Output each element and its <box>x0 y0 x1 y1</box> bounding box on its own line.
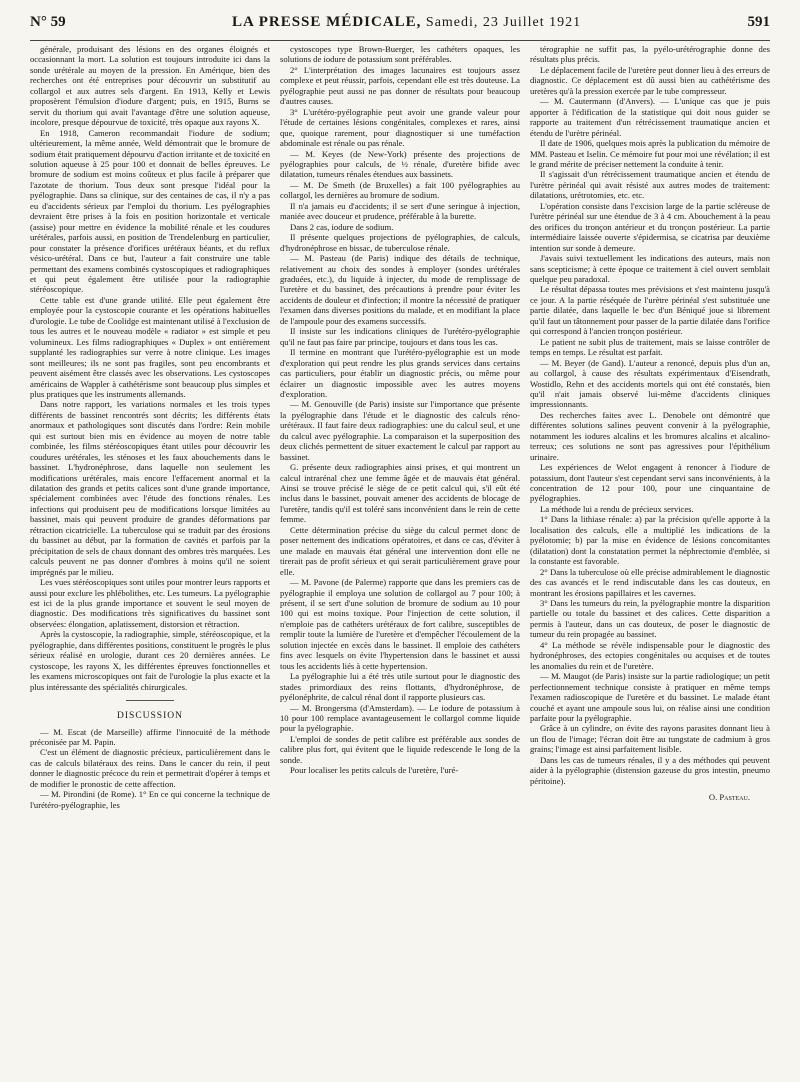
paragraph: Le résultat dépassa toutes mes prévisions et s'est maintenu jusqu'à ce jour. A la partie réséquée de l'urètre périnéal s'est substituée une partie dilatée, dans laquelle le bec d'un Béniqué joue si librement qu'il faut un tâtonnement pour passer de la partie dilatée dans l'orifice qui correspond à l'ancien tronçon postérieur. <box>530 284 770 337</box>
paragraph: cystoscopes type Brown-Buerger, les cathéters opaques, les solutions de iodure de potassium sont préférables. <box>280 44 520 65</box>
paragraph: Il date de 1906, quelques mois après la publication du mémoire de MM. Pasteau et Iselin. Ce mémoire fut pour moi une révélation; il est le grand mérite de préciser nettement la conduite à tenir. <box>530 138 770 169</box>
paragraph: Cette table est d'une grande utilité. Elle peut également être employée pour la cystoscopie courante et les opérations habituelles d'urologie. Le tube de Coolidge est maintenant utilisé à l'exclusion de tous les autres et le nouveau modèle « radiator » est simple et peu volumineux. Les films radiographiques « Duplex » ont entièrement supplanté les radiographies sur verre à notre clinique. Les images sont meilleures; ils ne sont pas fragiles, sont peu encombrants et peuvent aisément être classés avec les observations. Les cystoscopes américains de Wappler à cathétérisme sont beaucoup plus simples et plus pratiques que les instruments allemands. <box>30 294 270 399</box>
paragraph: Des recherches faites avec L. Denobele ont démontré que différentes solutions salines peuvent convenir à la pyélographie, notamment les iodures alcalins et les bromures alcalins et alcalino-terreux; ces solutions ne sont pas agressives pour l'épithélium urinaire. <box>530 409 770 462</box>
paragraph: 4° La méthode se révèle indispensable pour le diagnostic des hydronéphroses, des ectopies congénitales ou acquises et de toutes les anomalies du rein et de l'uretère. <box>530 639 770 671</box>
paragraph: Dans notre rapport, les variations normales et les trois types différents de bassinet rencontrés sont décrits; les différents états anormaux et pathologiques sont discutés dans l'ordre: Rein mobile qui est surtout bien mis en évidence au moyen de notre table combinée, les films stéréoscopiques étant utiles pour découvrir les coudures urétérales, les sténoses et les faux abouchements dans le bassinet. L'hydronéphrose, dans laquelle non seulement les modifications urétérales, mais encore l'effacement anormal et la dilatation des grands et petits calices sont d'une grande importance, spécialement combinées avec l'étude des fonctions rénales. Les infections qui produisent peu de modifications lorsque limitées au bassinet, mais qui peuvent produire de grandes déformations par rétraction cicatricielle. La tuberculose qui se traduit par des érosions du bassinet au début, par la formation de cavités et parfois par la précipitation de sels de chaux donnant des ombres très marquées. Les calculs peuvent ne pas donner d'ombres à moins qu'il ne soient imprégnés par le milieu. <box>30 399 270 577</box>
paragraph: Le déplacement facile de l'uretère peut donner lieu à des erreurs de diagnostic. Ce déplacement est dû aussi bien au cathétérisme des uretères qu'à la pression exercée par le tube compresseur. <box>530 64 770 96</box>
paragraph: — M. Maugot (de Paris) insiste sur la partie radiologique; un petit perfectionnement technique consiste à pratiquer en même temps l'examen radioscopique de l'uretère et du bassinet. Le malade étant couché et ayant une ampoule sous lui, on réalise ainsi une condition parfaite pour la pyélographie. <box>530 671 770 723</box>
paragraph: Le patient ne subit plus de traitement, mais se laisse contrôler de temps en temps. Le résultat est parfait. <box>530 336 770 358</box>
paragraph: Il n'a jamais eu d'accidents; il se sert d'une seringue à injection, maniée avec douceur et prudence, préférable à la burette. <box>280 200 520 222</box>
paragraph: Il s'agissait d'un rétrécissement traumatique ancien et étendu de l'urètre périnéal qui avait résisté aux autres modes de traitement: dilatations, urétrotomies, etc. etc. <box>530 169 770 201</box>
section-heading: DISCUSSION <box>117 711 183 722</box>
paragraph: — M. Pavone (de Palerme) rapporte que dans les premiers cas de pyélographie il employa une solution de collargol au 7 pour 100; à présent, il se sert d'une solution de bromure de sodium au 10 pour 100 qui est moins toxique. Pour l'injection de cette solution, il n'emploie pas de cathéters urétéraux de fort calibre, susceptibles de remplir toute la lumière de l'uretère et d'empêcher l'écoulement de la solution injectée en excès dans le bassinet. Il emploie des cathéters fins avec lesquels on évite l'hypertension dans le bassinet et aussi tous les accidents liés à cette hypertension. <box>280 577 520 671</box>
paragraph: 1° Dans la lithiase rénale: a) par la précision qu'elle apporte à la localisation des calculs, elle a multiplié les indications de la pyélotomie; b) par la mise en évidence de lésions concomitantes (dilatation) dont la constatation permet la néphrectomie d'emblée, si la constante est favorable. <box>530 514 770 567</box>
paragraph: Les expériences de Welot engagent à renoncer à l'iodure de potassium, dont l'auteur s'est cependant servi sans inconvénients, à la concentration de 12 pour 100, pour une cinquantaine de pyélographies. <box>530 462 770 504</box>
paragraph: Il termine en montrant que l'urétéro-pyélographie est un mode d'exploration qui peut rendre les plus grands services dans certains cas particuliers, pour établir un diagnostic précis, ou même pour éclairer un diagnostic impossible avec les autres moyens d'exploration. <box>280 347 520 399</box>
section-divider <box>126 700 174 701</box>
paragraph: Cette détermination précise du siège du calcul permet donc de poser nettement des indications opératoires, et dans ce cas, d'éviter à une malade en mauvais état général une intervention dont elle ne tirerait pas de profit sérieux et qui serait particulièrement grave pour elle. <box>280 524 520 577</box>
paragraph: C'est un élément de diagnostic précieux, particulièrement dans le cas de calculs bilatéraux des reins. Dans le cancer du rein, il peut donner le diagnostic précoce du rein et permettrait d'opérer à temps et de modifier le pronostic de cette affection. <box>30 747 270 789</box>
paragraph: Il insiste sur les indications cliniques de l'urétéro-pyélographie qu'il ne faut pas faire par principe, toujours et dans tous les cas. <box>280 326 520 347</box>
paragraph: L'emploi de sondes de petit calibre est préférable aux sondes de calibre plus fort, qui évitent que le liquide redescende le long de la sonde. <box>280 733 520 765</box>
paragraph: générale, produisant des lésions en des organes éloignés et occasionnant la mort. La solution est toujours introduite ici dans la sonde urétérale au moyen de la pression. En Amérique, bien des recherches ont été entreprises pour découvrir un substitutif au collargol et aux autres sels d'argent. En 1913, Kelly et Lewis proposèrent l'émulsion d'iodure d'argent; puis, en 1915, Burns se servit du thorium qui avait l'avantage d'être une solution aqueuse, incolore, presque dépourvue de toxicité, très opaque aux rayons X. <box>30 44 270 128</box>
issue-number: N° 59 <box>30 14 66 30</box>
paragraph: 2° L'interprétation des images lacunaires est toujours assez complexe et peut réussir, parfois, cependant elle est très douteuse. La pyélographie peut aussi ne pas donner de résultats pour beaucoup d'autres causes. <box>280 64 520 107</box>
paragraph: — M. Pasteau (de Paris) indique des détails de technique, relativement au choix des sondes à employer (sondes urétérales graduées, etc.), du liquide à injecter, du mode de remplissage de l'uretère et du bassinet, des précautions à prendre pour éviter les accidents de douleur et d'infection; il montre la nécessité de pratiquer l'examen dans diverses positions du malade, et en modifiant la place de l'ampoule pour des examens successifs. <box>280 253 520 326</box>
author-signature: O. Pasteau. <box>708 792 750 803</box>
paragraph: Pour localiser les petits calculs de l'uretère, l'uré- <box>290 765 459 776</box>
issue-date: Samedi, 23 Juillet 1921 <box>421 15 582 30</box>
text-columns <box>30 44 770 1064</box>
paragraph: — M. Beyer (de Gand). L'auteur a renoncé, depuis plus d'un an, au collargol, à cause des résultats expérimentaux d'Eisendrath, Wostidlo, Rehn et des accidents mortels qui ont été constatés, bien qu'il n'ait jamais observé lui-même d'accidents cliniques impressionnants. <box>530 357 770 410</box>
journal-title <box>232 14 581 31</box>
paragraph: La méthode lui a rendu de précieux services. <box>540 503 694 514</box>
paragraph: — M. De Smeth (de Bruxelles) a fait 100 pyélographies au collargol, les dernières au bromure de sodium. <box>280 179 520 201</box>
paragraph: Il présente quelques projections de pyélographies, de calculs, d'hydronéphrose en bissac, de tuberculose rénale. <box>280 232 520 253</box>
column-middle <box>280 44 520 1064</box>
paragraph: — M. Escat (de Marseille) affirme l'innocuité de la méthode préconisée par M. Papin. <box>30 726 270 747</box>
paragraph: — M. Pirondini (de Rome). 1° En ce qui concerne la technique de l'urétéro-pyélographie, les <box>30 789 270 810</box>
paragraph: — M. Genouville (de Paris) insiste sur l'importance que présente la pyélographie dans l'étude et le diagnostic des calculs réno-urétéraux. Il faut faire deux radiographies: une du calcul seul, et une du calcul avec pyélographie. La comparaison et la superposition des deux clichés permettent de situer exactement le calcul par rapport au bassinet. <box>280 399 520 462</box>
column-left <box>30 44 270 1064</box>
column-right <box>530 44 770 1064</box>
paragraph: En 1918, Cameron recommandait l'iodure de sodium; ultérieurement, la même année, Weld démontrait que le bromure de sodium était pratiquement dépourvu d'action irritante et de toxicité en solution aqueuse à 25 pour 100 et donnait de belles épreuves. Le bromure de sodium est moins coûteux et plus facile à préparer que l'azotate de thorium. Tous deux sont presque l'idéal pour la pyélographie. Dans sa clinique, sur des centaines de cas, il n'y a pas eu d'accidents sérieux par l'emploi du thorium. Les pyélographies devraient être prises à la fois en position horizontale et verticale (assise) pour mettre en évidence la mobilité rénale et les coudures urétérales, parfois aussi, en position de Trendelenburg en particulier, pour constater la présence d'orifices urétéraux béants, et du reflux vésico-urétéral. Dans ce but, l'auteur a fait construire une table permettant des examens combinés cystoscopiques et radiographiques et qui peut également être utilisée pour la radiographie stéréoscopique. <box>30 127 270 295</box>
paragraph: Dans 2 cas, iodure de sodium. <box>290 221 394 232</box>
paragraph: Dans les cas de tumeurs rénales, il y a des méthodes qui peuvent aider à la pyélographie (distension gazeuse du gros intestin, pneumo péritoine). <box>530 754 770 786</box>
paragraph: L'opération consiste dans l'excision large de la partie scléreuse de l'urètre périnéal sur une étendue de 3 à 4 cm. Abouchement à la peau des orifices du tronçon antérieur et du tronçon postérieur. La partie intermédiaire laissée ouverte s'épidermisa, se cicatrisa par deuxième intention sur sonde à demeure. <box>530 200 770 253</box>
page-header <box>30 14 770 41</box>
paragraph: — M. Cautermann (d'Anvers). — L'unique cas que je puis apporter à l'édification de la statistique qui doit nous guider se rapporte au traitement d'un rétrécissement traumatique ancien et étendu de l'urètre périnéal. <box>530 96 770 138</box>
paragraph: G. présente deux radiographies ainsi prises, et qui montrent un calcul intrarénal chez une femme âgée et de mauvais état général. Ainsi se trouve précisé le siège de ce petit calcul qui, s'il eût été inclus dans le bassinet, pouvait amener des accidents de blocage de l'uretère, tandis qu'il est toléré sans inconvénient dans le rein de cette femme. <box>280 462 520 525</box>
paragraph: Après la cystoscopie, la radiographie, simple, stéréoscopique, et la pyélographie, dans différentes positions, constituent le progrès le plus sérieux réalisé en urologie, durant ces 20 dernières années. Le cystoscope, les rayons X, les différentes épreuves fonctionnelles et les examens microscopiques ont fait de l'urologie la plus exacte et la plus intéressante des spécialités chirurgicales. <box>30 629 270 692</box>
paragraph: Les vues stéréoscopiques sont utiles pour montrer leurs rapports et aussi pour exclure les phlébolithes, etc. Les tumeurs. La pyélographie est ici de la plus grande importance et souvent le seul moyen de diagnostic. Des modifications très significatives du bassinet sont observées: élongation, aplatissement, distorsion et rétraction. <box>30 577 270 629</box>
paragraph: Grâce à un cylindre, on évite des rayons parasites donnant lieu à un flou de l'image; l'écran doit être au tungstate de cadmium à gros grains; l'image est ainsi parfaitement lisible. <box>530 723 770 755</box>
paragraph: J'avais suivi textuellement les indications des auteurs, mais non sans scepticisme; à cette époque ce traitement à ciel ouvert semblait quelque peu paradoxal. <box>530 253 770 284</box>
paragraph: 3° L'urétéro-pyélographie peut avoir une grande valeur pour l'étude de certaines lésions congénitales, complexes et rares, ainsi que, quoique rarement, pour diagnostiquer si une tuméfaction abdominale est rénale ou pas rénale. <box>280 106 520 149</box>
paragraph: La pyélographie lui a été très utile surtout pour le diagnostic des stades primordiaux des reins flottants, d'hydronéphrose, de pyélonéphrite, de calcul rénal dont il rapporte plusieurs cas. <box>280 671 520 703</box>
paragraph: 2° Dans la tuberculose où elle précise admirablement le diagnostic des cas avancés et le rend indiscutable dans les cas douteux, en montrant les érosions papillaires et les cavernes. <box>530 566 770 598</box>
paragraph: — M. Brongersma (d'Amsterdam). — Le iodure de potassium à 10 pour 100 remplace avantageusement le collargol comme liquide pour la pyélographie. <box>280 702 520 734</box>
page-number: 591 <box>747 14 770 30</box>
journal-name: LA PRESSE MÉDICALE, <box>231 14 422 30</box>
paragraph: — M. Keyes (de New-York) présente des projections de pyélographies pour calculs, de ½ rénale, d'uretère bifide avec dilatation, tumeurs rénales étendues aux bassinets. <box>280 148 520 180</box>
paragraph: térographie ne suffit pas, la pyélo-urétérographie donne des résultats plus précis. <box>530 44 770 65</box>
paragraph: 3° Dans les tumeurs du rein, la pyélographie montre la disparition partielle ou totale du bassinet et des calices. Cette disparition a permis à l'auteur, dans un cas douteux, de poser le diagnostic de tumeur du rein propagée au bassinet. <box>530 598 770 640</box>
